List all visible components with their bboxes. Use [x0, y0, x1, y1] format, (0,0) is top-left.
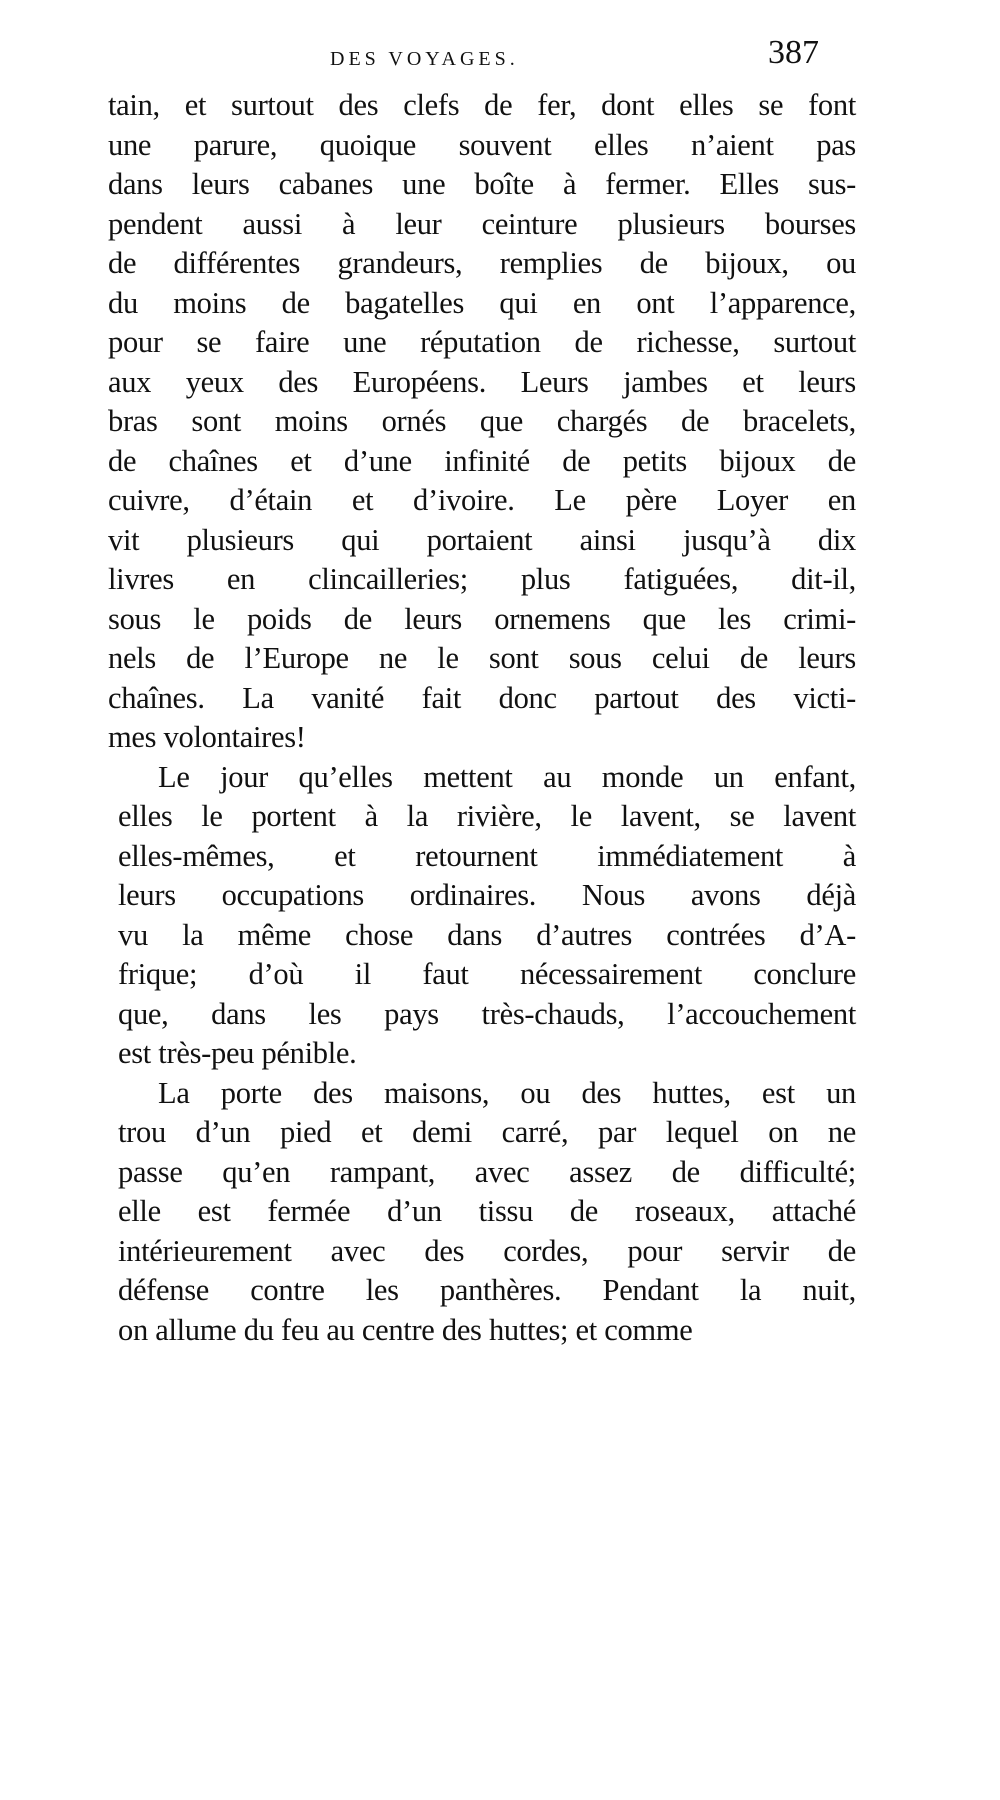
text-line: que, dans les pays très-chauds, l’accouchement	[118, 996, 856, 1031]
text-line: leurs occupations ordinaires. Nous avons déjà	[118, 878, 856, 912]
text-line: de chaînes et d’une infinité de petits bijoux de	[108, 443, 856, 478]
text-line: sous le poids de leurs ornemens que les crimi-	[108, 601, 856, 636]
text-line: aux yeux des Européens. Leurs jambes et leurs	[108, 364, 856, 399]
running-head: DES VOYAGES.	[330, 48, 519, 70]
text-line: cuivre, d’étain et d’ivoire. Le père Loyer en	[108, 483, 856, 517]
text-line: livres en clincailleries; plus fatiguées, dit-il,	[108, 562, 856, 596]
text-line: défense contre les panthères. Pendant la nuit,	[118, 1273, 856, 1307]
text-line: vu la même chose dans d’autres contrées d’A-	[118, 917, 856, 952]
text-line: La porte des maisons, ou des huttes, est un	[158, 1075, 856, 1110]
text-line: vit plusieurs qui portaient ainsi jusqu’à dix	[108, 522, 856, 557]
paragraph	[108, 86, 856, 758]
text-line: elles-mêmes, et retournent immédiatement à	[118, 838, 856, 873]
paragraph	[118, 1074, 856, 1351]
text-line: dans leurs cabanes une boîte à fermer. Elles sus-	[108, 167, 856, 201]
page-number: 387	[768, 34, 819, 71]
text-line: trou d’un pied et demi carré, par lequel on ne	[118, 1115, 856, 1149]
text-line: on allume du feu au centre des huttes; et comme	[118, 1312, 693, 1347]
body-text	[108, 86, 856, 1350]
text-line: elle est fermée d’un tissu de roseaux, attaché	[118, 1194, 856, 1228]
text-line: chaînes. La vanité fait donc partout des victi-	[108, 680, 856, 715]
text-line: elles le portent à la rivière, le lavent, se lavent	[118, 799, 856, 833]
text-line: est très-peu pénible.	[118, 1036, 357, 1070]
text-line: nels de l’Europe ne le sont sous celui de leurs	[108, 641, 856, 675]
text-line: du moins de bagatelles qui en ont l’apparence,	[108, 285, 856, 320]
paragraph	[118, 758, 856, 1074]
text-line: pendent aussi à leur ceinture plusieurs bourses	[108, 206, 856, 241]
text-line: Le jour qu’elles mettent au monde un enfant,	[158, 759, 856, 794]
text-line: tain, et surtout des clefs de fer, dont elles se font	[108, 88, 856, 122]
text-line: pour se faire une réputation de richesse, surtout	[108, 325, 856, 359]
text-line: bras sont moins ornés que chargés de bracelets,	[108, 404, 856, 438]
text-line: mes volontaires!	[108, 720, 306, 754]
text-line: intérieurement avec des cordes, pour servir de	[118, 1233, 856, 1268]
text-line: passe qu’en rampant, avec assez de difficulté;	[118, 1154, 856, 1189]
text-line: une parure, quoique souvent elles n’aient pas	[108, 127, 856, 162]
text-line: de différentes grandeurs, remplies de bijoux, ou	[108, 246, 856, 280]
text-line: frique; d’où il faut nécessairement conclure	[118, 957, 856, 991]
